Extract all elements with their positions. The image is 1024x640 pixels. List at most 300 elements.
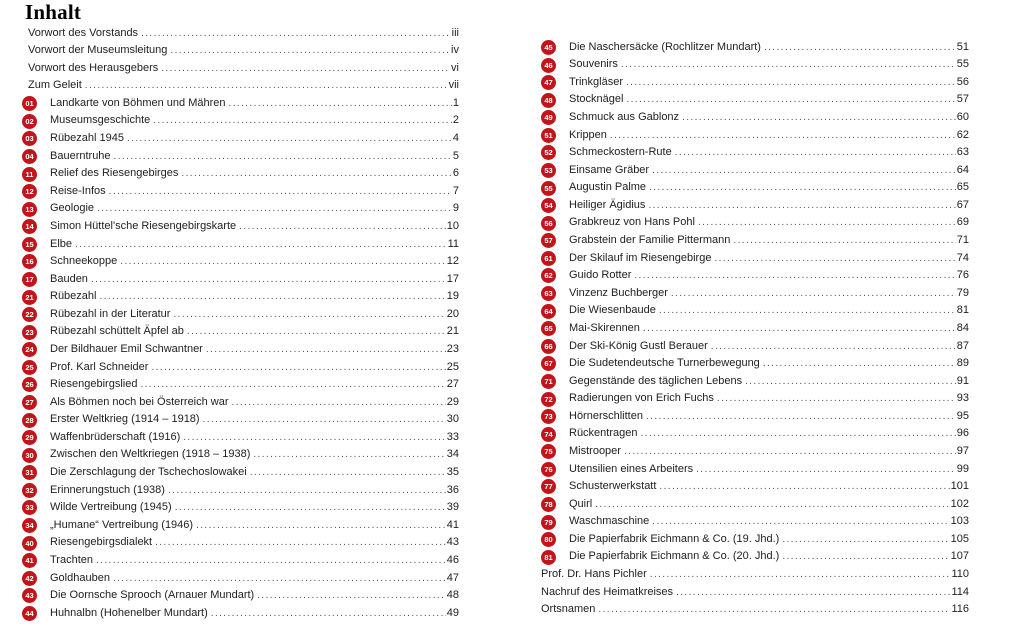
chapter-number-badge: 43: [22, 588, 37, 603]
toc-entry: [22, 482, 459, 500]
toc-entry: [541, 513, 969, 531]
chapter-number-badge: 75: [541, 444, 556, 459]
page-number: 12: [446, 255, 459, 268]
chapter-number-badge: 81: [541, 550, 556, 565]
page-number: 34: [446, 448, 459, 461]
toc-entry-label: Vorwort der Museumsleitung: [28, 44, 168, 57]
toc-entry-label: Trachten: [50, 553, 94, 566]
dot-leader: [161, 60, 450, 78]
toc-entry-label: Erster Weltkrieg (1914 – 1918): [50, 413, 200, 426]
page-number: 21: [446, 325, 459, 338]
dot-leader: [782, 548, 949, 566]
dot-leader: [626, 74, 956, 92]
toc-entry: [22, 271, 459, 289]
toc-entry: [541, 144, 969, 162]
dot-leader: [196, 517, 446, 535]
toc-entry-label: Relief des Riesengebirges: [50, 167, 179, 180]
chapter-number-badge: 21: [22, 290, 37, 305]
toc-entry-label: Radierungen von Erich Fuchs: [569, 392, 714, 405]
toc-entry-label: Nachruf des Heimatkreises: [541, 585, 674, 598]
dot-leader: [168, 482, 446, 500]
page-number: 99: [956, 462, 969, 475]
chapter-number-badge: 41: [22, 553, 37, 568]
page-number: 30: [446, 413, 459, 426]
toc-entry: [22, 394, 459, 412]
toc-entry: [541, 373, 969, 391]
page-number: 89: [956, 357, 969, 370]
page-number: 87: [956, 339, 969, 352]
toc-entry: [541, 109, 969, 127]
chapter-number-badge: 03: [22, 131, 37, 146]
dot-leader: [155, 534, 446, 552]
toc-entry-label: Als Böhmen noch bei Österreich war: [50, 395, 229, 408]
toc-entry: [22, 218, 459, 236]
chapter-number-badge: 45: [541, 40, 556, 55]
toc-entry: [541, 162, 969, 180]
dot-leader: [610, 127, 956, 145]
toc-entry: [22, 411, 459, 429]
toc-entry: [541, 232, 969, 250]
chapter-number-badge: 48: [541, 93, 556, 108]
page-number: 43: [446, 536, 459, 549]
chapter-number-badge: 78: [541, 497, 556, 512]
dot-leader: [782, 531, 949, 549]
chapter-number-badge: 24: [22, 342, 37, 357]
page-number: 116: [951, 603, 969, 616]
dot-leader: [733, 232, 955, 250]
toc-entry-label: Rübezahl schüttelt Äpfel ab: [50, 325, 184, 338]
chapter-number-badge: 57: [541, 233, 556, 248]
toc-entry: [22, 323, 459, 341]
toc-entry: [22, 341, 459, 359]
chapter-number-badge: 73: [541, 409, 556, 424]
page-number: 114: [951, 585, 969, 598]
toc-entry: [541, 179, 969, 197]
page-number: 9: [452, 202, 459, 215]
chapter-number-badge: 11: [22, 167, 37, 182]
chapter-number-badge: 13: [22, 202, 37, 217]
toc-entry-label: Rübezahl in der Literatur: [50, 307, 171, 320]
toc-entry-label: Der Bildhauer Emil Schwantner: [50, 343, 203, 355]
page-number: 63: [956, 146, 969, 159]
page-number: 55: [956, 58, 969, 71]
chapter-number-badge: 52: [541, 145, 556, 160]
chapter-number-badge: 16: [22, 254, 37, 269]
toc-entry-label: Der Skilauf im Riesengebirge: [569, 251, 712, 264]
toc-entry: [22, 148, 459, 166]
page-number: 48: [446, 589, 459, 602]
toc-entry-label: Goldhauben: [50, 571, 110, 584]
chapter-number-badge: 53: [541, 163, 556, 178]
dot-leader: [173, 306, 445, 324]
toc-entry-label: „Humane“ Vertreibung (1946): [50, 518, 194, 531]
page-number: 84: [956, 321, 969, 334]
toc-entry-label: Utensilien eines Arbeiters: [569, 462, 694, 475]
dot-leader: [714, 250, 955, 268]
toc-entry: [541, 302, 969, 320]
toc-entry: [22, 446, 459, 464]
toc-entry: [22, 570, 459, 588]
chapter-number-badge: 25: [22, 360, 37, 375]
page-number: 57: [956, 93, 969, 106]
dot-leader: [206, 341, 446, 359]
dot-leader: [711, 338, 956, 356]
toc-entry-label: Bauerntruhe: [50, 149, 111, 162]
toc-entry: [541, 443, 969, 461]
page-number: 97: [956, 444, 969, 457]
toc-entry: [22, 464, 459, 482]
toc-entry-label: Waffenbrüderschaft (1916): [50, 430, 181, 443]
toc-entry-label: Heiliger Ägidius: [569, 198, 646, 211]
toc-entry-label: Schmuck aus Gablonz: [569, 111, 680, 123]
dot-leader: [595, 496, 949, 514]
toc-entry-label: Die Papierfabrik Eichmann & Co. (19. Jhd.): [569, 532, 780, 545]
dot-leader: [648, 197, 955, 215]
chapter-number-badge: 33: [22, 500, 37, 515]
chapter-number-badge: 56: [541, 216, 556, 231]
toc-entry: [22, 130, 459, 148]
page-number: 49: [446, 606, 459, 619]
toc-entry-label: Museumsgeschichte: [50, 114, 151, 127]
toc-entry-label: Schmeckostern-Rute: [569, 146, 672, 159]
page-number: 67: [956, 198, 969, 211]
dot-leader: [120, 253, 445, 271]
dot-leader: [85, 77, 448, 95]
chapter-number-badge: 74: [541, 427, 556, 442]
dot-leader: [183, 429, 446, 447]
dot-leader: [646, 408, 956, 426]
toc-entry-label: Riesengebirgsdialekt: [50, 536, 153, 549]
toc-entry-label: Elbe: [50, 237, 73, 250]
dot-leader: [682, 109, 956, 127]
toc-entry: [541, 390, 969, 408]
dot-leader: [659, 302, 956, 320]
toc-entry: [541, 74, 969, 92]
dot-leader: [181, 165, 451, 183]
dot-leader: [764, 39, 956, 57]
toc-entry: [22, 517, 459, 535]
chapter-number-badge: 65: [541, 321, 556, 336]
page-number: 74: [956, 251, 969, 264]
chapter-number-badge: 01: [22, 96, 37, 111]
dot-leader: [170, 42, 450, 60]
dot-leader: [211, 605, 446, 623]
page-number: 10: [446, 219, 459, 232]
toc-entry: [541, 91, 969, 109]
toc-entry: [541, 601, 969, 619]
toc-entry-label: Schneekoppe: [50, 255, 118, 268]
toc-entry-label: Vorwort des Herausgebers: [28, 61, 159, 74]
page-number: 23: [446, 343, 459, 355]
toc-entry-label: Erinnerungstuch (1938): [50, 483, 165, 496]
page-number: 51: [956, 40, 969, 53]
toc-entry-label: Mistrooper: [569, 444, 621, 457]
toc-entry-label: Wilde Vertreibung (1945): [50, 501, 172, 514]
page-number: 102: [950, 497, 969, 510]
chapter-number-badge: 66: [541, 339, 556, 354]
page-number: vii: [448, 79, 459, 92]
chapter-number-badge: 54: [541, 198, 556, 213]
toc-entry-label: Gegenstände des täglichen Lebens: [569, 374, 743, 387]
toc-entry: [22, 95, 459, 113]
page-number: 47: [446, 571, 459, 584]
chapter-number-badge: 61: [541, 251, 556, 266]
toc-entry: [541, 408, 969, 426]
page-number: 93: [956, 392, 969, 405]
chapter-number-badge: 77: [541, 479, 556, 494]
dot-leader: [232, 394, 446, 412]
chapter-number-badge: 55: [541, 181, 556, 196]
chapter-number-badge: 15: [22, 237, 37, 252]
toc-entry: [541, 197, 969, 215]
toc-entry-label: Zum Geleit: [28, 79, 82, 92]
chapter-number-badge: 79: [541, 515, 556, 530]
toc-entry: [22, 25, 459, 43]
page-number: 103: [950, 515, 969, 528]
toc-entry-label: Geologie: [50, 202, 95, 215]
dot-leader: [187, 323, 446, 341]
page-number: 62: [956, 128, 969, 141]
page-number: 25: [446, 360, 459, 373]
page-title: Inhalt: [25, 0, 82, 24]
page-number: 1: [452, 96, 459, 109]
page-number: 60: [956, 111, 969, 123]
dot-leader: [140, 376, 445, 394]
page-number: 105: [950, 532, 969, 545]
toc-entry-label: Zwischen den Weltkriegen (1918 – 1938): [50, 448, 251, 461]
dot-leader: [676, 584, 950, 602]
page-number: 20: [446, 307, 459, 320]
page-number: 71: [956, 234, 969, 247]
chapter-number-badge: 23: [22, 325, 37, 340]
chapter-number-badge: 12: [22, 184, 37, 199]
page-number: 76: [956, 269, 969, 282]
toc-entry-label: Die Zerschlagung der Tschechoslowakei: [50, 466, 247, 479]
chapter-number-badge: 42: [22, 571, 37, 586]
toc-entry: [22, 42, 459, 60]
chapter-number-badge: 64: [541, 304, 556, 319]
chapter-number-badge: 26: [22, 377, 37, 392]
dot-leader: [141, 25, 451, 43]
toc-entry: [22, 288, 459, 306]
chapter-number-badge: 49: [541, 110, 556, 125]
toc-entry-label: Schusterwerkstatt: [569, 480, 657, 493]
toc-entry: [22, 499, 459, 517]
toc-entry-label: Landkarte von Böhmen und Mähren: [50, 96, 226, 109]
chapter-number-badge: 17: [22, 272, 37, 287]
toc-entry: [22, 183, 459, 201]
chapter-number-badge: 62: [541, 268, 556, 283]
toc-entry-label: Der Ski-König Gustl Berauer: [569, 339, 708, 352]
chapter-number-badge: 02: [22, 114, 37, 129]
chapter-number-badge: 47: [541, 75, 556, 90]
chapter-number-badge: 29: [22, 430, 37, 445]
toc-entry-label: Vorwort des Vorstands: [28, 26, 139, 39]
toc-entry-label: Souvenirs: [569, 58, 618, 71]
toc-entry: [22, 605, 459, 623]
chapter-number-badge: 32: [22, 483, 37, 498]
dot-leader: [659, 478, 949, 496]
page-number: 46: [446, 553, 459, 566]
toc-entry: [22, 236, 459, 254]
toc-entry: [22, 429, 459, 447]
dot-leader: [650, 566, 951, 584]
dot-leader: [229, 95, 452, 113]
dot-leader: [127, 130, 452, 148]
page-number: 17: [446, 272, 459, 285]
toc-entry-label: Rückentragen: [569, 427, 638, 440]
page-number: 110: [951, 568, 969, 581]
dot-leader: [643, 320, 956, 338]
toc-entry: [541, 56, 969, 74]
dot-leader: [96, 552, 446, 570]
toc-entry: [22, 165, 459, 183]
chapter-number-badge: 67: [541, 356, 556, 371]
chapter-number-badge: 80: [541, 532, 556, 547]
chapter-number-badge: 51: [541, 128, 556, 143]
dot-leader: [97, 200, 452, 218]
page-number: 2: [452, 114, 459, 127]
dot-leader: [671, 285, 956, 303]
dot-leader: [696, 461, 956, 479]
dot-leader: [99, 288, 445, 306]
toc-entry-label: Waschmaschine: [569, 515, 650, 528]
page-number: 69: [956, 216, 969, 229]
page-number: 5: [452, 149, 459, 162]
toc-entry: [22, 306, 459, 324]
page-number: 95: [956, 409, 969, 422]
page-number: 33: [446, 430, 459, 443]
toc-entry: [22, 552, 459, 570]
toc-entry: [22, 200, 459, 218]
dot-leader: [675, 144, 956, 162]
dot-leader: [203, 411, 446, 429]
toc-entry-label: Die Sudetendeutsche Turnerbewegung: [569, 357, 760, 370]
toc-entry: [541, 355, 969, 373]
page-number: 6: [452, 167, 459, 180]
toc-entry: [541, 338, 969, 356]
dot-leader: [621, 56, 956, 74]
toc-entry: [541, 566, 969, 584]
toc-entry-label: Die Wiesenbaude: [569, 304, 656, 317]
dot-leader: [763, 355, 956, 373]
page-number: 11: [447, 237, 459, 250]
toc-entry-label: Guido Rotter: [569, 269, 632, 282]
chapter-number-badge: 22: [22, 307, 37, 322]
dot-leader: [250, 464, 446, 482]
dot-leader: [91, 271, 446, 289]
dot-leader: [253, 446, 445, 464]
toc-entry-label: Krippen: [569, 128, 607, 141]
chapter-number-badge: 44: [22, 606, 37, 621]
toc-entry: [22, 112, 459, 130]
page-number: 19: [446, 290, 459, 303]
toc-entry-label: Hörnerschlitten: [569, 409, 643, 422]
toc-entry-label: Mai-Skirennen: [569, 321, 640, 334]
dot-leader: [75, 236, 447, 254]
chapter-number-badge: 30: [22, 448, 37, 463]
toc-entry-label: Rübezahl 1945: [50, 132, 125, 145]
toc-entry: [22, 60, 459, 78]
toc-entry: [541, 548, 969, 566]
page-number: 96: [956, 427, 969, 440]
chapter-number-badge: 34: [22, 518, 37, 533]
chapter-number-badge: 28: [22, 413, 37, 428]
toc-entry-label: Grabstein der Familie Pittermann: [569, 234, 731, 247]
dot-leader: [717, 390, 956, 408]
toc-entry: [541, 496, 969, 514]
toc-entry-label: Augustin Palme: [569, 181, 647, 194]
toc-entry-label: Die Papierfabrik Eichmann & Co. (20. Jhd.): [569, 550, 780, 563]
toc-entry: [22, 376, 459, 394]
toc-entry-label: Riesengebirgslied: [50, 378, 138, 391]
toc-entry-label: Einsame Gräber: [569, 163, 650, 176]
dot-leader: [626, 91, 955, 109]
dot-leader: [113, 570, 446, 588]
page-number: 39: [446, 501, 459, 514]
toc-entry: [541, 127, 969, 145]
toc-entry: [541, 584, 969, 602]
toc-entry-label: Trinkgläser: [569, 75, 623, 88]
toc-entry: [22, 587, 459, 605]
dot-leader: [114, 148, 452, 166]
toc-entry-label: Grabkreuz von Hans Pohl: [569, 216, 695, 229]
page-number: 64: [956, 163, 969, 176]
page-number: iii: [451, 26, 459, 39]
page-number: 41: [446, 518, 459, 531]
toc-entry-label: Prof. Dr. Hans Pichler: [541, 568, 647, 581]
page-number: 56: [956, 75, 969, 88]
dot-leader: [745, 373, 956, 391]
chapter-number-badge: 04: [22, 149, 37, 164]
toc-entry-label: Die Naschersäcke (Rochlitzer Mundart): [569, 40, 761, 53]
toc-entry: [22, 253, 459, 271]
dot-leader: [153, 112, 452, 130]
toc-entry: [22, 534, 459, 552]
page-number: 65: [956, 181, 969, 194]
dot-leader: [175, 499, 446, 517]
dot-leader: [109, 183, 452, 201]
toc-entry-label: Simon Hüttel'sche Riesengebirgskarte: [50, 219, 237, 232]
toc-entry: [541, 250, 969, 268]
toc-entry: [541, 320, 969, 338]
dot-leader: [257, 587, 446, 605]
dot-leader: [649, 179, 956, 197]
page-number: 35: [446, 466, 459, 479]
chapter-number-badge: 40: [22, 536, 37, 551]
page-number: 101: [950, 480, 969, 493]
page-number: 91: [956, 374, 969, 387]
toc-entry-label: Prof. Karl Schneider: [50, 360, 149, 373]
toc-entry-label: Rübezahl: [50, 290, 97, 303]
page-number: 4: [452, 132, 459, 145]
toc-entry: [541, 267, 969, 285]
toc-entry-label: Reise-Infos: [50, 184, 106, 197]
page-number: 81: [956, 304, 969, 317]
toc-column-right: [541, 39, 969, 619]
page-number: iv: [451, 44, 459, 57]
page-number: 29: [446, 395, 459, 408]
toc-entry-label: Bauden: [50, 272, 88, 285]
chapter-number-badge: 72: [541, 392, 556, 407]
toc-entry: [541, 285, 969, 303]
dot-leader: [598, 601, 950, 619]
dot-leader: [652, 162, 956, 180]
toc-entry: [541, 214, 969, 232]
dot-leader: [634, 267, 955, 285]
page-number: vi: [451, 61, 459, 74]
dot-leader: [698, 214, 956, 232]
